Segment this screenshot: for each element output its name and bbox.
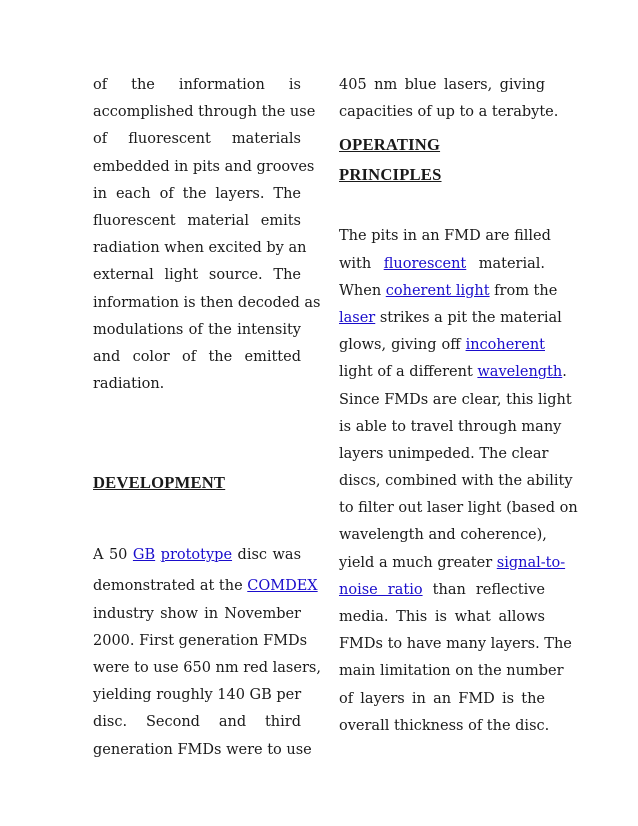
text-line: [93, 573, 318, 600]
text-line: [339, 305, 562, 332]
section-heading-operating-principles: OPERATING PRINCIPLES: [339, 135, 442, 185]
text-span: A 50: [93, 547, 133, 564]
text-line: [339, 550, 566, 577]
text-line: disc. Second and third: [93, 714, 301, 731]
section-heading-development: DEVELOPMENT: [93, 473, 226, 493]
text-line: layers unimpeded. The clear: [339, 445, 549, 462]
text-line: FMDs to have many layers. The: [339, 636, 572, 653]
text-line: is able to travel through many: [339, 418, 562, 435]
text-line: embedded in pits and grooves: [93, 158, 315, 175]
text-span: strikes a pit the material: [375, 309, 562, 326]
text-line: discs, combined with the ability: [339, 473, 573, 490]
text-line: overall thickness of the disc.: [339, 717, 550, 734]
text-span: When: [339, 282, 386, 299]
text-line: [93, 542, 301, 569]
text-line: external light source. The: [93, 267, 301, 284]
link-prototype[interactable]: prototype: [160, 547, 233, 564]
text-line: in each of the layers. The: [93, 185, 301, 202]
text-line: radiation.: [93, 376, 165, 393]
link-fluorescent[interactable]: fluorescent: [383, 255, 467, 272]
text-line: industry show in November: [93, 605, 301, 622]
text-line: Since FMDs are clear, this light: [339, 391, 572, 408]
left-column: [93, 72, 321, 764]
link-noise-ratio[interactable]: noise ratio: [339, 581, 423, 598]
link-signal-to-noise[interactable]: signal-to-: [496, 554, 566, 571]
text-line: generation FMDs were to use: [93, 741, 312, 758]
text-span: demonstrated at the: [93, 578, 248, 595]
text-line: The pits in an FMD are filled: [339, 228, 551, 245]
text-line: 405 nm blue lasers, giving: [339, 77, 545, 93]
text-line: [339, 359, 567, 386]
text-line: yielding roughly 140 GB per: [93, 687, 302, 704]
text-line: [339, 577, 545, 604]
link-gb[interactable]: GB: [132, 547, 156, 564]
text-line: [339, 332, 545, 359]
text-span: yield a much greater: [339, 554, 497, 571]
text-line: [339, 278, 558, 305]
text-span: than reflective: [422, 581, 545, 598]
text-line: 2000. First generation FMDs: [93, 632, 308, 649]
text-span: disc was: [232, 547, 302, 564]
text-line: wavelength and coherence),: [339, 527, 547, 544]
link-laser[interactable]: laser: [339, 309, 376, 326]
spacer: [93, 398, 301, 468]
text-line: media. This is what allows: [339, 609, 545, 625]
text-line: and color of the emitted: [93, 348, 301, 365]
text-span: light of a different: [339, 364, 478, 381]
text-line: modulations of the intensity: [93, 321, 301, 338]
text-line: main limitation on the number: [339, 663, 564, 680]
text-line: information is then decoded as: [93, 294, 321, 311]
text-line: of the information is: [93, 77, 301, 93]
link-incoherent[interactable]: incoherent: [465, 337, 545, 354]
text-line: of fluorescent materials: [93, 131, 301, 148]
text-line: were to use 650 nm red lasers,: [93, 660, 321, 676]
text-span: .: [562, 364, 567, 381]
text-line: accomplished through the use: [93, 104, 316, 121]
right-column: [339, 72, 578, 740]
text-line: fluorescent material emits: [93, 212, 301, 229]
text-line: to filter out laser light (based on: [339, 500, 578, 517]
text-span: glows, giving off: [339, 337, 466, 354]
text-span: from the: [489, 282, 558, 299]
link-wavelength[interactable]: wavelength: [477, 364, 563, 381]
text-span: material.: [466, 255, 546, 272]
spacer: [93, 498, 301, 542]
text-line: radiation when excited by an: [93, 240, 307, 257]
text-line: capacities of up to a terabyte.: [339, 104, 559, 121]
text-line: of layers in an FMD is the: [339, 690, 545, 707]
link-comdex[interactable]: COMDEX: [247, 578, 318, 595]
link-coherent-light[interactable]: coherent light: [385, 282, 490, 299]
text-span: with: [339, 255, 384, 272]
text-line: [339, 251, 545, 278]
